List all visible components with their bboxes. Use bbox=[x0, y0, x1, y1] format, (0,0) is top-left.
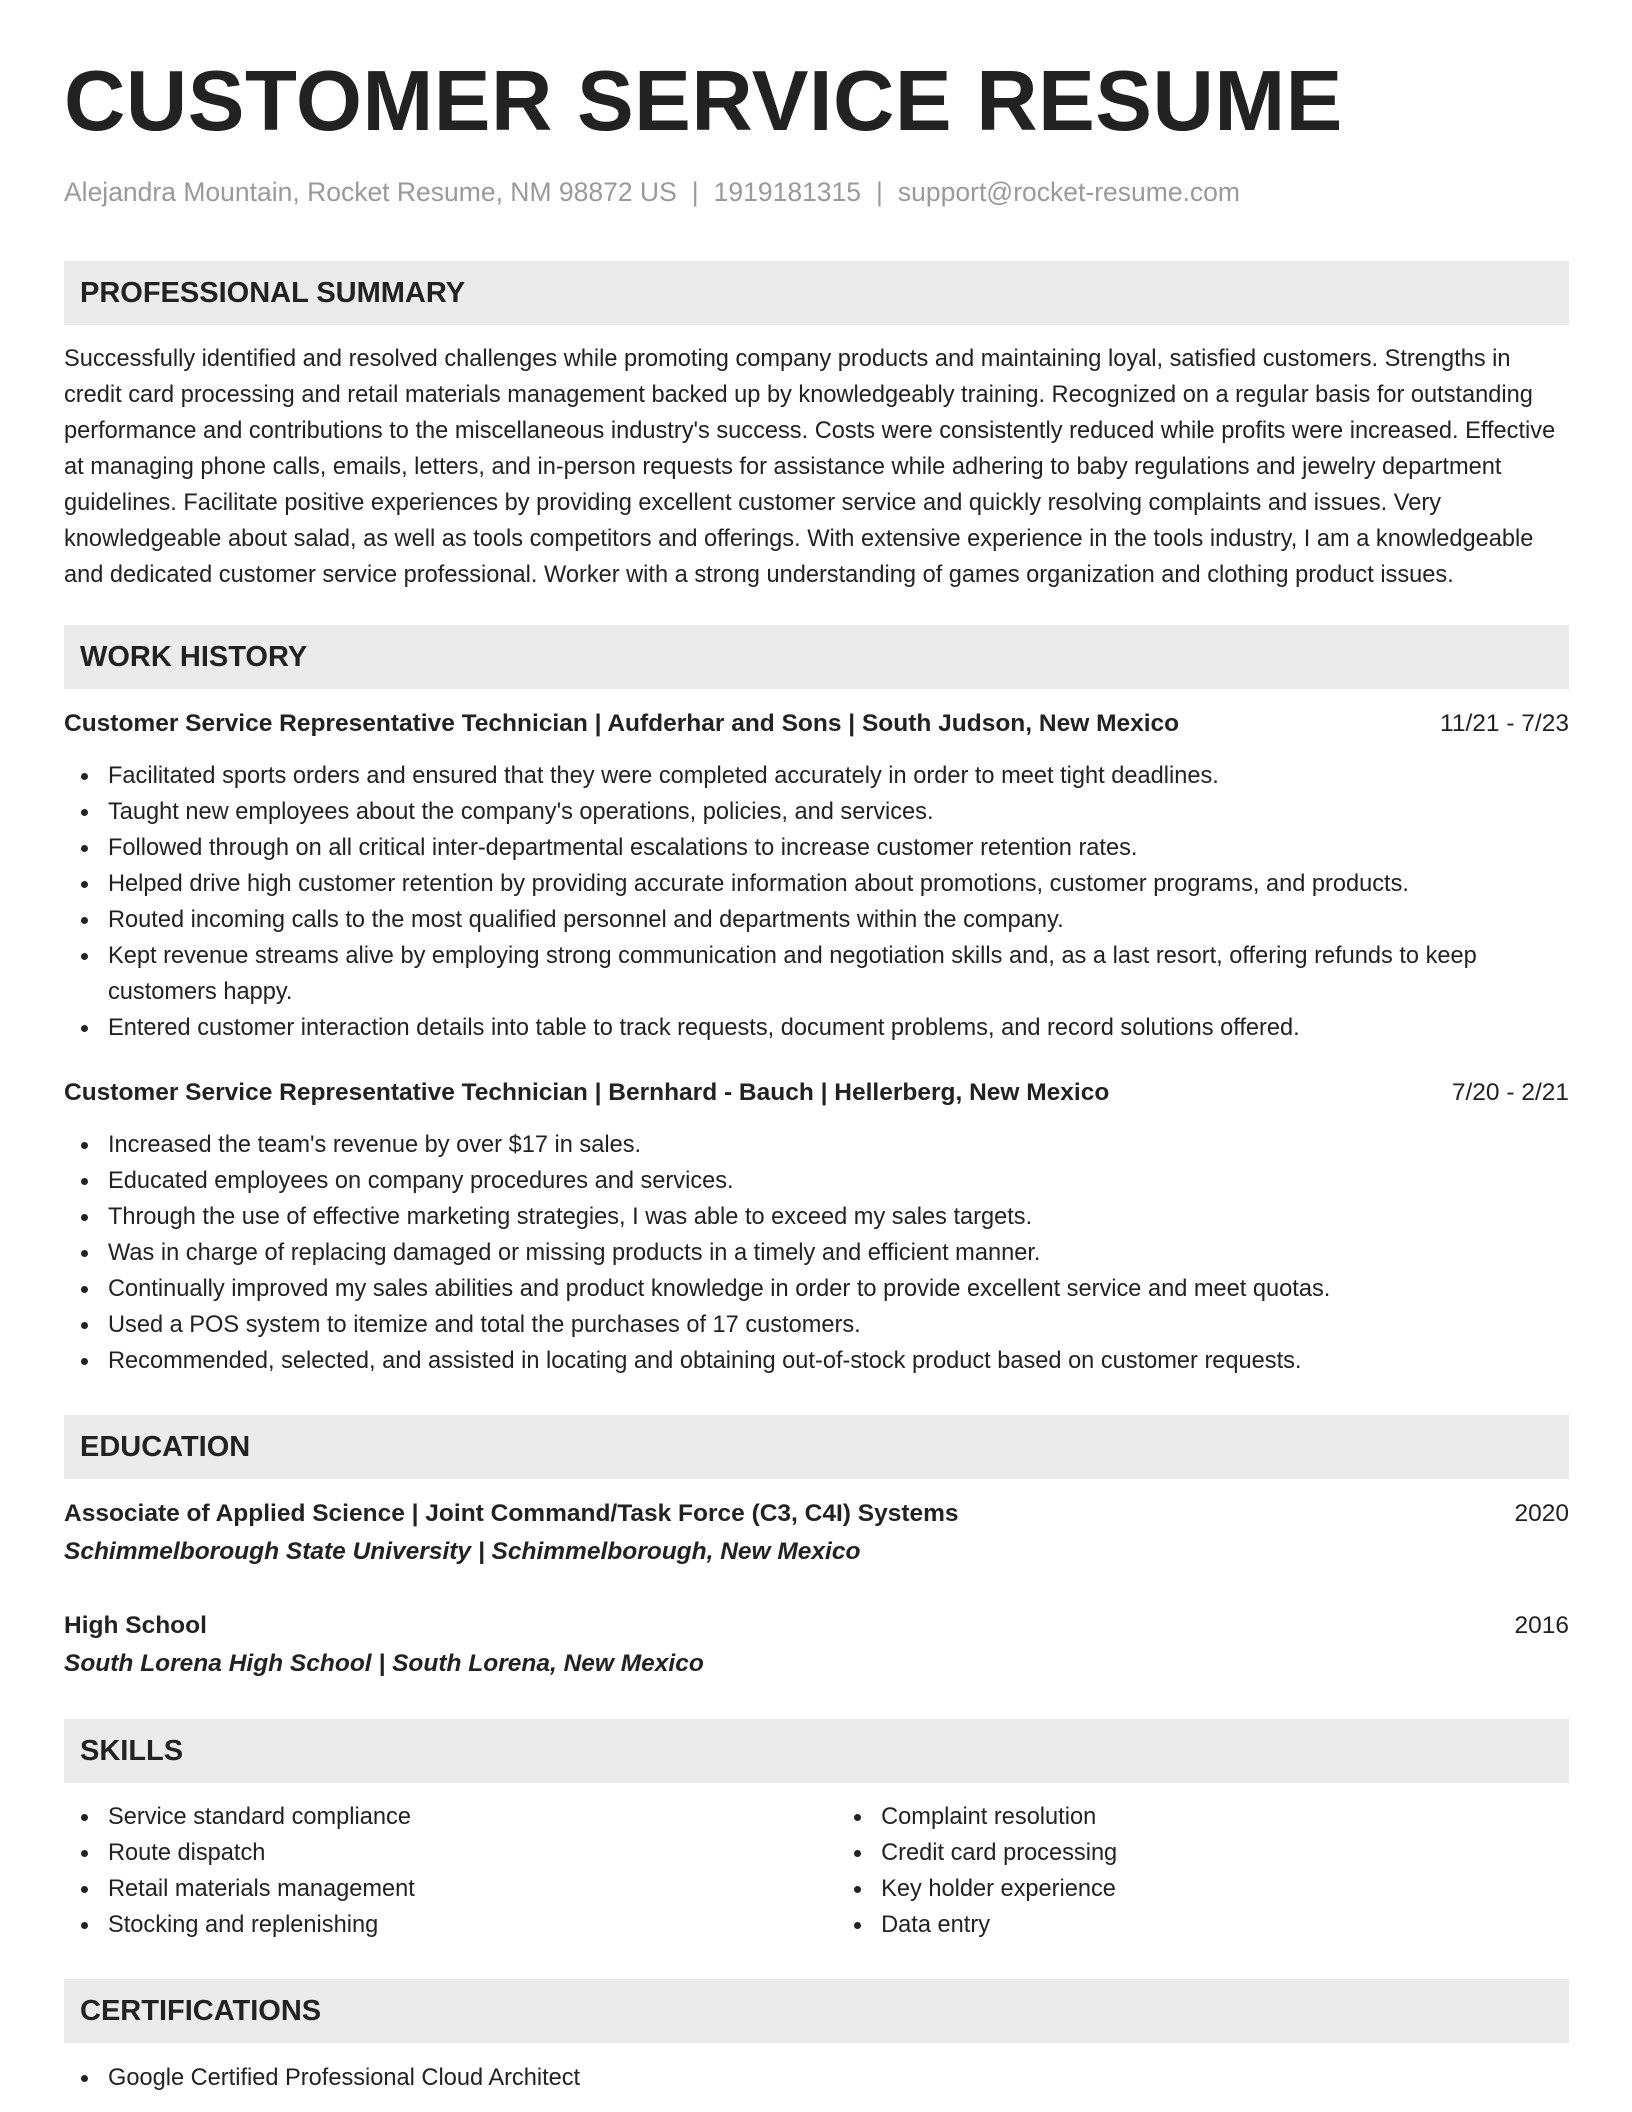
education-entry bbox=[64, 1607, 1569, 1683]
job-bullet: Entered customer interaction details into table to track requests, document problems, and record solutions offered. bbox=[108, 1010, 1569, 1046]
education-heading-row bbox=[64, 1607, 1569, 1645]
job-bullet: Educated employees on company procedures and services. bbox=[108, 1163, 1569, 1199]
skill-item: Stocking and replenishing bbox=[108, 1907, 837, 1943]
job-bullet: Kept revenue streams alive by employing strong communication and negotiation skills and, as a last resort, offering refunds to keep customers happy. bbox=[108, 938, 1569, 1010]
contact-line bbox=[64, 174, 1569, 210]
job-bullet: Recommended, selected, and assisted in locating and obtaining out-of-stock product based on customer requests. bbox=[108, 1343, 1569, 1379]
education-school: Schimmelborough State University | Schimmelborough, New Mexico bbox=[64, 1538, 861, 1565]
skill-item: Key holder experience bbox=[881, 1871, 1569, 1907]
contact-separator: | bbox=[876, 177, 883, 207]
job-bullet: Routed incoming calls to the most qualified personnel and departments within the company. bbox=[108, 902, 1569, 938]
certification-item: Google Certified Professional Cloud Architect bbox=[108, 2060, 1569, 2096]
job-heading: Customer Service Representative Technician | Bernhard - Bauch | Hellerberg, New Mexico bbox=[64, 1079, 1110, 1106]
contact-phone: 1919181315 bbox=[713, 177, 862, 207]
education-degree: High School bbox=[64, 1612, 207, 1639]
job-dates: 7/20 - 2/21 bbox=[1451, 1079, 1569, 1106]
contact-email: support@rocket-resume.com bbox=[897, 177, 1240, 207]
skill-item: Data entry bbox=[881, 1907, 1569, 1943]
section-header-summary: PROFESSIONAL SUMMARY bbox=[64, 261, 1569, 325]
skill-item: Service standard compliance bbox=[108, 1799, 837, 1835]
job-bullet: Used a POS system to itemize and total the purchases of 17 customers. bbox=[108, 1307, 1569, 1343]
education-year: 2016 bbox=[1514, 1612, 1569, 1639]
section-header-work-history: WORK HISTORY bbox=[64, 625, 1569, 689]
education-year: 2020 bbox=[1514, 1500, 1569, 1527]
job-bullets bbox=[64, 1127, 1569, 1379]
resume-title: CUSTOMER SERVICE RESUME bbox=[64, 54, 1343, 149]
education-heading-row bbox=[64, 1495, 1569, 1533]
contact-separator: | bbox=[691, 177, 699, 207]
job-bullet: Continually improved my sales abilities and product knowledge in order to provide excellent service and meet quotas. bbox=[108, 1271, 1569, 1307]
job-bullet: Taught new employees about the company's operations, policies, and services. bbox=[108, 794, 1569, 830]
certifications-list bbox=[64, 2060, 1569, 2096]
section-header-certifications: CERTIFICATIONS bbox=[64, 1979, 1569, 2043]
job-bullet: Increased the team's revenue by over $17 in sales. bbox=[108, 1127, 1569, 1163]
job-bullets bbox=[64, 758, 1569, 1046]
skill-item: Complaint resolution bbox=[881, 1799, 1569, 1835]
skills-list-right bbox=[837, 1799, 1569, 1943]
section-header-education: EDUCATION bbox=[64, 1415, 1569, 1479]
skill-item: Route dispatch bbox=[108, 1835, 837, 1871]
skills-list-left bbox=[64, 1799, 837, 1943]
job-bullet: Facilitated sports orders and ensured that they were completed accurately in order to meet tight deadlines. bbox=[108, 758, 1569, 794]
skill-item: Credit card processing bbox=[881, 1835, 1569, 1871]
job-entry bbox=[64, 1076, 1569, 1379]
skills-columns bbox=[64, 1799, 1569, 1943]
job-entry bbox=[64, 707, 1569, 1046]
job-bullet: Helped drive high customer retention by providing accurate information about promotions, customer programs, and products. bbox=[108, 866, 1569, 902]
job-bullet: Was in charge of replacing damaged or missing products in a timely and efficient manner. bbox=[108, 1235, 1569, 1271]
summary-text: Successfully identified and resolved challenges while promoting company products and maintaining loyal, satisfied customers. Strengths in credit card processing and retail materials management backed up by knowledgeably training. Recognized on a regular basis for outstanding performance and contributions to the miscellaneous industry's success. Costs were consistently reduced while profits were increased. Effective at managing phone calls, emails, letters, and in-person requests for assistance while adhering to baby regulations and jewelry department guidelines. Facilitate positive experiences by providing excellent customer service and quickly resolving complaints and issues. Very knowledgeable about salad, as well as tools competitors and offerings. With extensive experience in the tools industry, I am a knowledgeable and dedicated customer service professional. Worker with a strong understanding of games organization and clothing product issues. bbox=[64, 346, 1556, 588]
job-heading: Customer Service Representative Technician | Aufderhar and Sons | South Judson, New Mexico bbox=[64, 710, 1180, 737]
skill-item: Retail materials management bbox=[108, 1871, 837, 1907]
job-heading-row bbox=[64, 1076, 1569, 1110]
education-school: South Lorena High School | South Lorena, New Mexico bbox=[64, 1650, 704, 1677]
education-degree: Associate of Applied Science | Joint Command/Task Force (C3, C4I) Systems bbox=[64, 1500, 959, 1527]
education-entry bbox=[64, 1495, 1569, 1571]
job-dates: 11/21 - 7/23 bbox=[1440, 710, 1569, 737]
section-header-skills: SKILLS bbox=[64, 1719, 1569, 1783]
job-bullet: Through the use of effective marketing strategies, I was able to exceed my sales targets. bbox=[108, 1199, 1569, 1235]
job-heading-row bbox=[64, 707, 1569, 741]
job-bullet: Followed through on all critical inter-departmental escalations to increase customer retention rates. bbox=[108, 830, 1569, 866]
contact-address: Alejandra Mountain, Rocket Resume, NM 98872 US bbox=[64, 177, 677, 207]
